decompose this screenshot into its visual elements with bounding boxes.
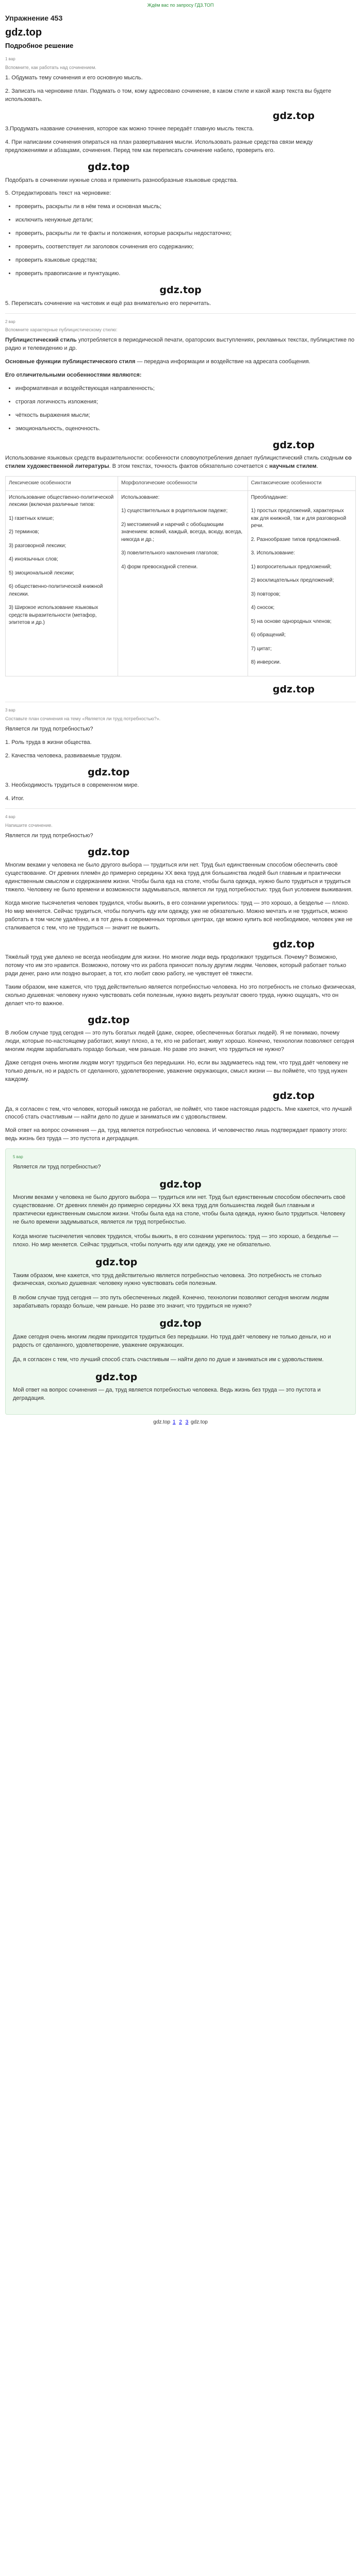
table-text: 3) разговорной лексики;	[9, 543, 67, 549]
check-item: • исключить ненужные детали;	[15, 216, 356, 225]
watermark: gdz.top	[159, 284, 202, 296]
plan-item: 4. Итог.	[5, 795, 24, 802]
table-text: 1) газетных клише;	[9, 515, 54, 521]
plan-item: 3. Необходимость трудиться в современном мире.	[5, 782, 139, 789]
table-text: Преобладание:	[251, 494, 288, 500]
check-item: • проверить, раскрыты ли в нём тема и основная мысль;	[15, 203, 356, 211]
table-text: 6) обращений;	[251, 632, 286, 638]
essay-paragraph: Многим веками у человека не было другого выбора — трудиться или нет. Труд был единственным способом обеспечить своё существование. От древних племён до примерно середины XX века труд для большинства людей был главным и практически единственным смыслом и содержанием жизни. Чтобы была еда на столе, чтобы была одежда, нужно было трудиться и трудиться тяжело. Человеку не было времени и возможности задумываться, является ли труд потребностью: труд был условием выживания.	[5, 862, 353, 893]
table-text: 1) существительных в родительном падеже;	[121, 508, 228, 514]
divider	[5, 313, 356, 314]
table-text: 5) на основе однородных членов;	[251, 618, 332, 624]
table-header: Морфологические особенности	[118, 477, 248, 491]
watermark: gdz.top	[272, 683, 315, 695]
table-text: Использование общественно-политической лексики (включая различные типов:	[9, 494, 114, 508]
essay-title: Является ли труд потребностью?	[5, 832, 93, 839]
plan-item: 1. Роль труда в жизни общества.	[5, 739, 92, 745]
plan-item: 2. Качества человека, развиваемые трудом.	[5, 752, 122, 759]
table-text: 3. Использование:	[251, 550, 295, 556]
features-heading: Его отличительными особенностями являются:	[5, 371, 142, 378]
task-1-section	[5, 56, 356, 308]
style-intro-text: употребляется в периодической печати, ораторских выступлениях, рекламных текстах, публицистике по радио и телевидению и др.	[5, 337, 355, 352]
usage-bold: со стилем художественной литературы	[5, 455, 352, 470]
usage-bold: научным стилем	[269, 463, 317, 470]
step-4: 4. При написании сочинения опираться на план развертывания мысли. Использовать разные средства связи между предложениями и абзацами, сочинения. Перед тем как переписать сочинение набело, проверить его.	[5, 139, 313, 154]
plan-title: Является ли труд потребностью?	[5, 725, 93, 732]
watermark: gdz.top	[272, 439, 315, 451]
check-item: • проверить, раскрыты ли те факты и положения, которые раскрыты недостаточно;	[15, 230, 356, 238]
task-4-section	[5, 814, 356, 1143]
essay-paragraph: Таким образом, мне кажется, что труд действительно является потребностью человека. Но это потребность не столько физическая, сколько душевная: человеку нужно чувствовать себя полезным, нужно видеть результат своего труда, нужно ощущать, что он делает что-то важное.	[5, 984, 356, 1007]
table-text: 2) местоимений и наречий с обобщающим значением: всякий, каждый, всегда, всюду, всегда, никогда и др.;	[121, 521, 242, 543]
style-functions-bold: Основные функции публицистического стиля	[5, 359, 136, 365]
task-3-tag: 3 вар	[5, 708, 15, 713]
essay-paragraph: Да, я согласен с тем, что лучший способ стать счастливым — найти дело по душе и заниматься им с удовольствием.	[13, 1356, 324, 1363]
footer-brand: gdz.top	[190, 1419, 208, 1426]
task-3-section	[5, 707, 356, 803]
feature-item: • строгая логичность изложения;	[15, 398, 356, 406]
table-text: 2) восклицательных предложений;	[251, 578, 334, 584]
task-4-tag: 4 вар	[5, 815, 15, 820]
style-functions	[5, 358, 356, 366]
table-text: 3) повелительного наклонения глаголов;	[121, 550, 219, 556]
task-4-description: Напишите сочинение.	[5, 822, 53, 828]
watermark: gdz.top	[159, 1318, 202, 1330]
table-text: 3) повторов;	[251, 591, 281, 597]
task-1-description: Вспомните, как работать над сочинением.	[5, 64, 96, 70]
table-text: 7) цитат;	[251, 646, 272, 652]
check-item: • проверить правописание и пунктуацию.	[15, 270, 356, 278]
table-text: 1) вопросительных предложений;	[251, 564, 332, 570]
essay-paragraph: Даже сегодня очень многим людям приходится трудиться без передышки. Но труд даёт человеку не только деньги, но и радость от сделанного, удовлетворение, уважение окружающих.	[13, 1333, 331, 1348]
essay-paragraph: Даже сегодня очень многим людям могут трудиться без передышки. Но, если вы задумаетесь над тем, что труд даёт человеку не только деньги, но и радость от сделанного, удовлетворение, уважение окружающих, смысл жизни — вы поймёте, что труд нужен каждому.	[5, 1060, 349, 1083]
watermark: gdz.top	[88, 161, 130, 173]
feature-item: • чёткость выражения мысли;	[15, 412, 356, 420]
table-text: Использование:	[121, 494, 160, 500]
feature-item: • информативная и воздействующая направленность;	[15, 385, 356, 393]
table-text: 6) общественно-политической книжной лексики.	[9, 584, 103, 597]
features-list	[15, 385, 356, 433]
pagination-footer	[5, 1415, 356, 1432]
essay-paragraph: Многим веками у человека не было другого выбора — трудиться или нет. Труд был единственным способом обеспечить своё существование. От древних племён до примерно середины XX века труд для большинства людей был главным и практически единственным смыслом жизни. Чтобы была еда на столе, чтобы была одежда, нужно было трудиться. Человеку не было времени задумываться, является ли труд потребностью.	[13, 1194, 346, 1226]
usage-text: .	[316, 463, 318, 470]
table-text: 1) простых предложений, характерных как для книжной, так и для разговорной речи.	[251, 508, 347, 529]
solution-title: Подробное решение	[5, 42, 74, 50]
watermark: gdz.top	[88, 1014, 130, 1026]
footer-brand: gdz.top	[153, 1419, 171, 1426]
usage-text: . В этом текстах, точность фактов обязательно сочетается с	[109, 463, 270, 470]
table-text: 2. Разнообразие типов предложений.	[251, 536, 341, 543]
final-step: 5. Переписать сочинение на чистовик и ещё раз внимательно его перечитать.	[5, 300, 211, 307]
table-text: 2) терминов;	[9, 529, 39, 535]
task-3-description: Составьте план сочинения на тему «Является ли труд потребностью?».	[5, 716, 161, 721]
page-link-1[interactable]: 1	[172, 1419, 176, 1426]
watermark: gdz.top	[272, 938, 315, 950]
essay-paragraph: Мой ответ на вопрос сочинения — да, труд является потребностью человека. И человечество лишь подтверждает правоту этого: ведь жизнь без труда — это пустота и деградация.	[5, 1127, 348, 1142]
brand-logo: gdz.top	[5, 27, 42, 39]
essay-paragraph: Тяжёлый труд уже далеко не всегда необходим для жизни. Но многие люди ведь продолжают трудиться. Почему? Возможно, потому что им это нравится. Возможно, потому что их работа приносит пользу другим людям. Человек, который работает только ради денег, рано или поздно выгорает, а тот, кто любит свою работу, не чувствует её тяжести.	[5, 954, 347, 977]
style-intro	[5, 336, 356, 353]
page-link-2[interactable]: 2	[179, 1419, 182, 1426]
watermark: gdz.top	[88, 766, 130, 778]
step-5: 5. Отредактировать текст на черновике:	[5, 190, 111, 197]
watermark: gdz.top	[88, 846, 130, 858]
style-intro-bold: Публицистический стиль	[5, 337, 77, 344]
task-5-section	[5, 1148, 356, 1415]
usage-paragraph	[5, 454, 356, 471]
watermark: gdz.top	[95, 1256, 138, 1268]
essay-paragraph: Да, я согласен с тем, что человек, который никогда не работал, не поймёт, что такое настоящая радость. Мне кажется, что лучший способ стать счастливым — найти дело по душе и заниматься им с удовольствием.	[5, 1106, 352, 1121]
essay-paragraph: Таким образом, мне кажется, что труд действительно является потребностью человека. Это потребность не столько физическая, сколько душевная: человеку нужно чувствовать себя полезным.	[13, 1272, 322, 1287]
table-text: 3) Широкое использование языковых средств выразительности (метафор, эпитетов и др.)	[9, 605, 99, 626]
step-4b: Подобрать в сочинении нужные слова и применить разнообразные языковые средства.	[5, 177, 238, 183]
table-cell-syntactic	[248, 490, 355, 676]
task-2-tag: 2 вар	[5, 319, 15, 324]
essay-paragraph: Когда многие тысячелетия человек трудился, чтобы выжить, в его сознании укрепилось: труд — это хорошо, а безделье — плохо. Но мир меняется. Сейчас трудиться, чтобы получить еду или одежду, уже не обязательно.	[13, 1233, 339, 1248]
task-2-section	[5, 319, 356, 697]
watermark: gdz.top	[159, 1178, 202, 1190]
table-text: 5) эмоциональной лексики;	[9, 570, 74, 576]
check-item: • проверить языковые средства;	[15, 257, 356, 265]
essay-paragraph: В любом случае труд сегодня — это путь обеспеченных людей. Конечно, технологии позволяют сегодня многим людям зарабатывать гораздо больше, чем раньше. Но разве это значит, что трудиться не нужно?	[13, 1295, 329, 1310]
page-link-3[interactable]: 3	[185, 1419, 189, 1426]
essay-paragraph: Когда многие тысячелетия человек трудился, чтобы выжить, в его сознании укрепилось: труд — это хорошо, а безделье — плохо. Но мир меняется. Сейчас трудиться, чтобы получить еду или одежду, уже не обязательно. Можно мечтать и не трудиться, можно работать в том числе удалённо, и в тот день в современных торговых центрах, где можно купить всё необходимое, человек уже не сталкивается с тем, что не трудиться — значит не выжить.	[5, 900, 353, 931]
task-5-tag: 5 вар	[13, 1155, 23, 1160]
check-list	[15, 203, 356, 278]
essay-title: Является ли труд потребностью?	[13, 1163, 101, 1170]
essay-paragraph: Мой ответ на вопрос сочинения — да, труд является потребностью человека. Ведь жизнь без труда — это пустота и деградация.	[13, 1387, 321, 1402]
table-text: 4) иноязычных слов;	[9, 556, 58, 563]
style-functions-text: — передача информации и воздействие на адресата сообщения.	[135, 359, 310, 365]
task-2-description: Вспомните характерные публицистическому стилю:	[5, 327, 118, 333]
feature-item: • эмоциональность, оценочность.	[15, 425, 356, 433]
essay-paragraph: В любом случае труд сегодня — это путь богатых людей (даже, скорее, обеспеченных богатых людей). Я не понимаю, почему люди, которые по-настоящему работают, живут плохо, а те, кто не работает, живут хорошо. Конечно, технологии позволяют сегодня многим людям зарабатывать гораздо больше, чем раньше. Но разве это значит, что трудиться не нужно?	[5, 1030, 354, 1053]
watermark: gdz.top	[272, 1090, 315, 1101]
features-table	[5, 476, 356, 676]
table-header: Синтаксические особенности	[248, 477, 355, 491]
table-text: 8) инверсии.	[251, 659, 281, 666]
page-content	[0, 10, 361, 1442]
table-cell-lexical	[6, 490, 118, 676]
step-2: 2. Записать на черновике план. Подумать о том, кому адресовано сочинение, в каком стиле и какой жанр текста вы будете использовать.	[5, 88, 332, 103]
top-promo-link[interactable]: Ждём вас по запросу ГДЗ.ТОП	[147, 3, 214, 8]
watermark: gdz.top	[95, 1371, 138, 1383]
step-3: 3.Продумать название сочинения, которое как можно точнее передаёт главную мысль текста.	[5, 126, 254, 132]
usage-text: Использование языковых средств выразительности: особенности словоупотребления делает публицистический стиль сходным	[5, 455, 346, 462]
check-item: • проверить, соответствует ли заголовок сочинения его содержанию;	[15, 243, 356, 251]
table-cell-morphological	[118, 490, 248, 676]
step-1: 1. Обдумать тему сочинения и его основную мысль.	[5, 74, 143, 81]
table-text: 4) форм превосходной степени.	[121, 564, 198, 570]
table-header: Лексические особенности	[6, 477, 118, 491]
exercise-title: Упражнение 453	[5, 14, 63, 23]
task-1-tag: 1 вар	[5, 57, 15, 62]
divider	[5, 808, 356, 809]
table-text: 4) сносок;	[251, 605, 275, 611]
watermark: gdz.top	[272, 110, 315, 122]
